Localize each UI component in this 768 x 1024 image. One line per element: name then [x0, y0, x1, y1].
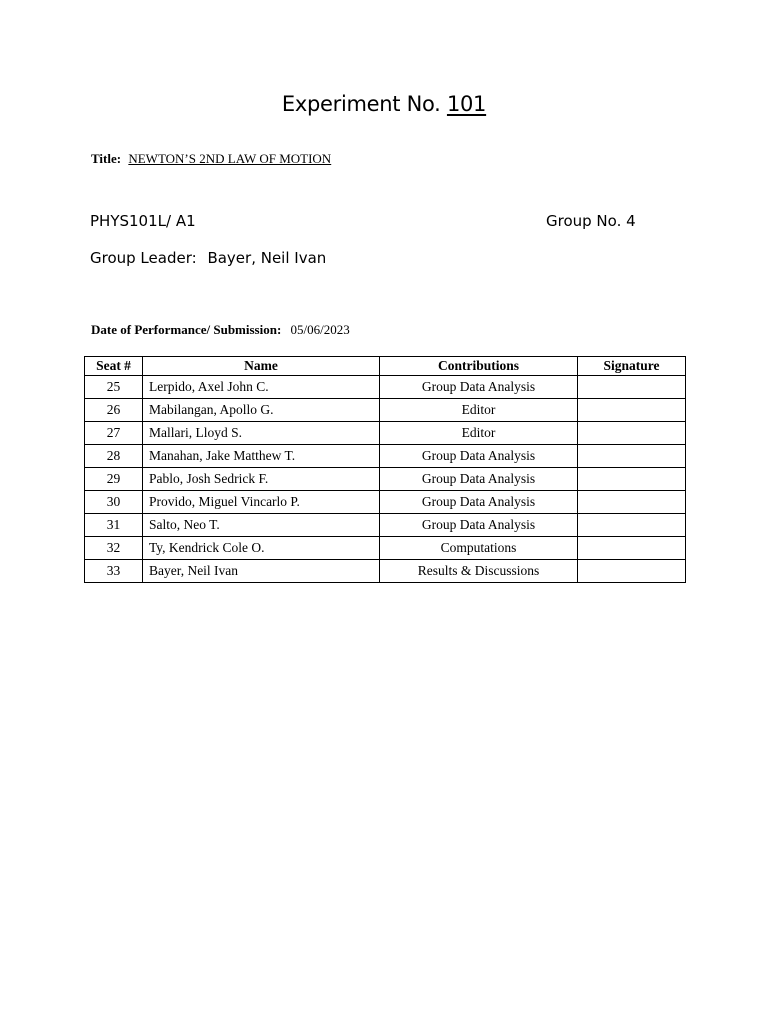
table-row [85, 537, 686, 560]
header-seat: Seat # [85, 357, 143, 376]
group-leader-label: Group Leader: [90, 249, 197, 267]
name-cell: Bayer, Neil Ivan [143, 560, 380, 583]
signature-cell [578, 468, 686, 491]
seat-cell: 33 [85, 560, 143, 583]
table-row [85, 514, 686, 537]
contributions-table [84, 356, 686, 583]
course-section: PHYS101L/ A1 [90, 212, 196, 230]
name-cell: Lerpido, Axel John C. [143, 376, 380, 399]
contribution-cell: Results & Discussions [380, 560, 578, 583]
contribution-cell: Group Data Analysis [380, 491, 578, 514]
table-row [85, 560, 686, 583]
date-label: Date of Performance/ Submission: [91, 322, 282, 337]
signature-cell [578, 376, 686, 399]
seat-cell: 27 [85, 422, 143, 445]
name-cell: Pablo, Josh Sedrick F. [143, 468, 380, 491]
seat-cell: 28 [85, 445, 143, 468]
seat-cell: 26 [85, 399, 143, 422]
table-row [85, 445, 686, 468]
seat-cell: 29 [85, 468, 143, 491]
table-row [85, 422, 686, 445]
table-row [85, 399, 686, 422]
table-row [85, 491, 686, 514]
contribution-cell: Group Data Analysis [380, 468, 578, 491]
header-name: Name [143, 357, 380, 376]
header-signature: Signature [578, 357, 686, 376]
title-value: NEWTON’S 2ND LAW OF MOTION [128, 151, 332, 166]
name-cell: Ty, Kendrick Cole O. [143, 537, 380, 560]
table-row [85, 376, 686, 399]
seat-cell: 30 [85, 491, 143, 514]
signature-cell [578, 399, 686, 422]
title-label: Title: [91, 151, 122, 166]
signature-cell [578, 537, 686, 560]
title-line [91, 151, 331, 167]
contribution-cell: Group Data Analysis [380, 445, 578, 468]
experiment-heading [0, 92, 768, 116]
seat-cell: 32 [85, 537, 143, 560]
name-cell: Salto, Neo T. [143, 514, 380, 537]
contribution-cell: Group Data Analysis [380, 514, 578, 537]
seat-cell: 31 [85, 514, 143, 537]
experiment-number: 101 [446, 92, 487, 116]
name-cell: Mabilangan, Apollo G. [143, 399, 380, 422]
table-header-row [85, 357, 686, 376]
contribution-cell: Editor [380, 422, 578, 445]
group-number: Group No. 4 [546, 212, 636, 230]
group-leader-value: Bayer, Neil Ivan [207, 249, 327, 267]
contribution-cell: Editor [380, 399, 578, 422]
header-contributions: Contributions [380, 357, 578, 376]
name-cell: Mallari, Lloyd S. [143, 422, 380, 445]
date-line [91, 322, 350, 338]
date-value: 05/06/2023 [290, 322, 350, 337]
name-cell: Manahan, Jake Matthew T. [143, 445, 380, 468]
contribution-cell: Group Data Analysis [380, 376, 578, 399]
signature-cell [578, 514, 686, 537]
contribution-cell: Computations [380, 537, 578, 560]
signature-cell [578, 422, 686, 445]
signature-cell [578, 491, 686, 514]
experiment-label: Experiment No. [281, 92, 441, 116]
group-leader [90, 249, 326, 267]
signature-cell [578, 445, 686, 468]
name-cell: Provido, Miguel Vincarlo P. [143, 491, 380, 514]
seat-cell: 25 [85, 376, 143, 399]
signature-cell [578, 560, 686, 583]
table-row [85, 468, 686, 491]
